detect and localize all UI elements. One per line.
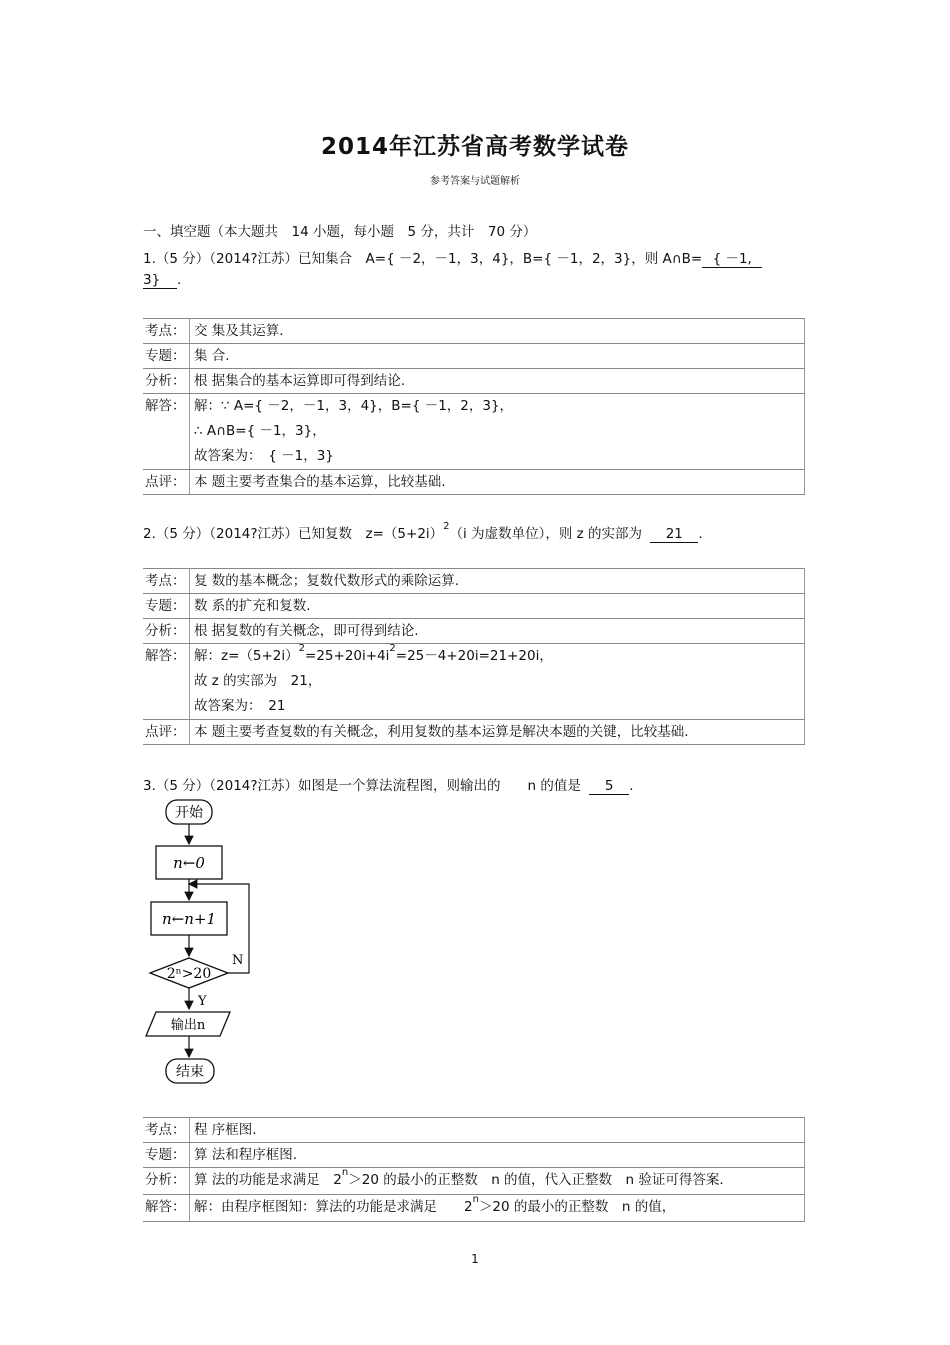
q2-jieda-part: =25+20i+4i: [305, 648, 390, 664]
q2-kaodian: 复 数的基本概念；复数代数形式的乘除运算.: [190, 569, 805, 594]
page-title: 2014年江苏省高考数学试卷: [320, 134, 629, 160]
q3-jieda-part: ＞20 的最小的正整数 n 的值，: [478, 1199, 676, 1215]
q2-answer: 21: [650, 527, 698, 543]
q3-fenxi-part: ＞20 的最小的正整数 n 的值，代入正整数 n 验证可得答案.: [348, 1172, 724, 1188]
q2-jieda-line: 故答案为： 21: [194, 698, 286, 714]
flowchart: [140, 796, 270, 1090]
q3-answer: 5: [589, 779, 629, 795]
q3-stem: [143, 774, 633, 795]
flow-step-label: n←n+1: [161, 910, 217, 928]
q2-jieda: [190, 644, 805, 720]
q3-label-jieda: 解答：: [143, 1195, 190, 1222]
flow-yes-label: Y: [198, 994, 207, 1009]
q2-zhuanti: 数 系的扩充和复数.: [190, 594, 805, 619]
q1-solution-table: [143, 318, 805, 495]
flow-no-label: N: [232, 953, 244, 968]
q2-dianping: 本 题主要考查复数的有关概念，利用复数的基本运算是解决本题的关键，比较基础.: [190, 720, 805, 745]
flow-condition-label: 2ⁿ>20: [166, 966, 212, 982]
q1-answer-b: 3}: [143, 273, 177, 289]
q1-jieda-line: 故答案为： { －1，3}: [194, 448, 334, 464]
q3-stem-text: 3.（5 分）（2014?江苏）如图是一个算法流程图，则输出的 n 的值是: [143, 778, 581, 794]
q3-jieda-sup: n: [472, 1194, 479, 1205]
q1-label-kaodian: 考点：: [143, 319, 190, 344]
q1-dianping: 本 题主要考查集合的基本运算，比较基础.: [190, 470, 805, 495]
q3-kaodian: 程 序框图.: [190, 1118, 805, 1143]
q1-answer-a: { －1,: [702, 252, 762, 268]
q1-jieda-line: 解：∵ A={ －2，－1，3，4}，B={ －1，2，3}，: [194, 398, 514, 414]
q2-stem: [143, 522, 703, 543]
q3-end: .: [629, 778, 634, 794]
section-heading: 一、填空题（本大题共 14 小题，每小题 5 分，共计 70 分）: [143, 224, 537, 240]
q1-label-dianping: 点评：: [143, 470, 190, 495]
page-subtitle: 参考答案与试题解析: [430, 176, 520, 187]
q1-stem-line2: [143, 272, 181, 289]
q1-fenxi: 根 据集合的基本运算即可得到结论.: [190, 369, 805, 394]
q2-jieda-part: =25－4+20i=21+20i，: [395, 648, 553, 664]
q2-jieda-line: [194, 644, 804, 669]
q2-label-kaodian: 考点：: [143, 569, 190, 594]
q2-jieda-part: 解：z=（5+2i）: [194, 648, 299, 664]
q1-kaodian: 交 集及其运算.: [190, 319, 805, 344]
q2-end: .: [698, 526, 703, 542]
q3-zhuanti: 算 法和程序框图.: [190, 1143, 805, 1168]
q1-label-fenxi: 分析：: [143, 369, 190, 394]
page-number: 1: [471, 1252, 479, 1266]
q1-jieda: [190, 394, 805, 470]
q2-stem-sup: 2: [443, 521, 450, 532]
q3-jieda: [190, 1195, 805, 1222]
flow-init-label: n←0: [173, 854, 205, 872]
q2-stem-text: 2.（5 分）（2014?江苏）已知复数 z=（5+2i）: [143, 526, 444, 542]
q1-label-jieda: 解答：: [143, 394, 190, 470]
flow-end-label: 结束: [176, 1064, 204, 1080]
q2-label-dianping: 点评：: [143, 720, 190, 745]
q3-fenxi-part: 算 法的功能是求满足 2: [194, 1172, 342, 1188]
flow-output-label: 输出n: [170, 1018, 206, 1033]
q3-label-zhuanti: 专题：: [143, 1143, 190, 1168]
q3-label-fenxi: 分析：: [143, 1168, 190, 1195]
q2-label-fenxi: 分析：: [143, 619, 190, 644]
q1-zhuanti: 集 合.: [190, 344, 805, 369]
q2-jieda-line: 故 z 的实部为 21，: [194, 673, 322, 689]
q1-stem: [143, 247, 762, 268]
q2-label-jieda: 解答：: [143, 644, 190, 720]
q3-jieda-part: 解：由程序框图知：算法的功能是求满足 2: [194, 1199, 473, 1215]
q3-fenxi-sup: n: [341, 1167, 349, 1178]
q1-end: .: [177, 272, 182, 288]
q1-jieda-line: ∴ A∩B={ －1，3}，: [194, 423, 326, 439]
q2-label-zhuanti: 专题：: [143, 594, 190, 619]
q2-fenxi: 根 据复数的有关概念，即可得到结论.: [190, 619, 805, 644]
q3-fenxi: [190, 1168, 805, 1195]
q2-jieda-sup: 2: [389, 643, 396, 654]
q2-jieda-sup: 2: [298, 643, 306, 654]
q3-label-kaodian: 考点：: [143, 1118, 190, 1143]
q2-solution-table: [143, 568, 805, 745]
q2-stem-text-b: （i 为虚数单位），则 z 的实部为: [449, 526, 643, 542]
q1-stem-text: 1.（5 分）（2014?江苏）已知集合 A={ －2，－1，3，4}，B={ －1，2，3}，则 A∩B=: [143, 251, 703, 267]
q3-solution-table: [143, 1117, 805, 1222]
flow-start-label: 开始: [175, 805, 203, 821]
q1-label-zhuanti: 专题：: [143, 344, 190, 369]
